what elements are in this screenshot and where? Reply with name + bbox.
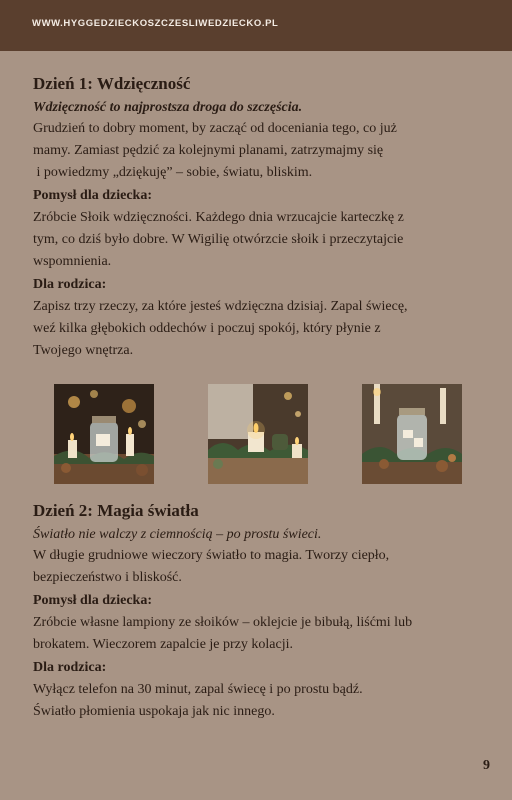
day1-title: Dzień 1: Wdzięczność	[33, 74, 191, 93]
day1-parent-line: Twojego wnętrza.	[33, 343, 134, 358]
day2-parent-line: Światło płomienia uspokaja jak nic innego.	[33, 704, 275, 719]
day2-parent-label: Dla rodzica:	[33, 660, 107, 675]
day2-child-line: brokatem. Wieczorem zapalcie je przy kolacji.	[33, 637, 293, 652]
day1-parent-line: Zapisz trzy rzeczy, za które jesteś wdzięczna dzisiaj. Zapal świecę,	[33, 299, 408, 314]
photo-row	[54, 384, 462, 484]
page-number: 9	[483, 758, 490, 773]
day1-section	[33, 73, 483, 362]
jar-notes-pinecones-photo	[362, 384, 462, 484]
day2-parent-line: Wyłącz telefon na 30 minut, zapal świecę i po prostu bądź.	[33, 682, 363, 697]
day2-intro-line: bezpieczeństwo i bliskość.	[33, 570, 182, 585]
day1-quote: Wdzięczność to najprostsza droga do szczęścia.	[33, 100, 303, 115]
day2-intro-line: W długie grudniowe wieczory światło to magia. Tworzy ciepło,	[33, 548, 390, 563]
day1-intro-line: Grudzień to dobry moment, by zacząć od doceniania tego, co już	[33, 121, 397, 136]
day1-child-line: tym, co dziś było dobre. W Wigilię otwórzcie słoik i przeczytajcie	[33, 232, 404, 247]
day1-child-line: Zróbcie Słoik wdzięczności. Każdego dnia wrzucajcie karteczkę z	[33, 210, 404, 225]
gratitude-jar-candles-photo	[54, 384, 154, 484]
day2-child-label: Pomysł dla dziecka:	[33, 593, 152, 608]
day2-section	[33, 500, 483, 723]
header-bar	[0, 0, 512, 51]
day2-child-line: Zróbcie własne lampiony ze słoików – oklejcie je bibułą, liśćmi lub	[33, 615, 413, 630]
day2-title: Dzień 2: Magia światła	[33, 501, 199, 520]
day1-parent-label: Dla rodzica:	[33, 277, 107, 292]
candle-table-greenery-photo	[208, 384, 308, 484]
day1-intro-line: mamy. Zamiast pędzić za kolejnymi planami, zatrzymajmy się	[33, 143, 384, 158]
day1-child-line: wspomnienia.	[33, 254, 112, 269]
day1-child-label: Pomysł dla dziecka:	[33, 188, 152, 203]
website-url[interactable]: WWW.HYGGEDZIECKOSZCZESLIWEDZIECKO.PL	[32, 18, 279, 29]
day1-intro-line: i powiedzmy „dziękuję” – sobie, światu, bliskim.	[33, 165, 313, 180]
day1-parent-line: weź kilka głębokich oddechów i poczuj spokój, który płynie z	[33, 321, 381, 336]
day2-quote: Światło nie walczy z ciemnością – po prostu świeci.	[33, 527, 322, 542]
